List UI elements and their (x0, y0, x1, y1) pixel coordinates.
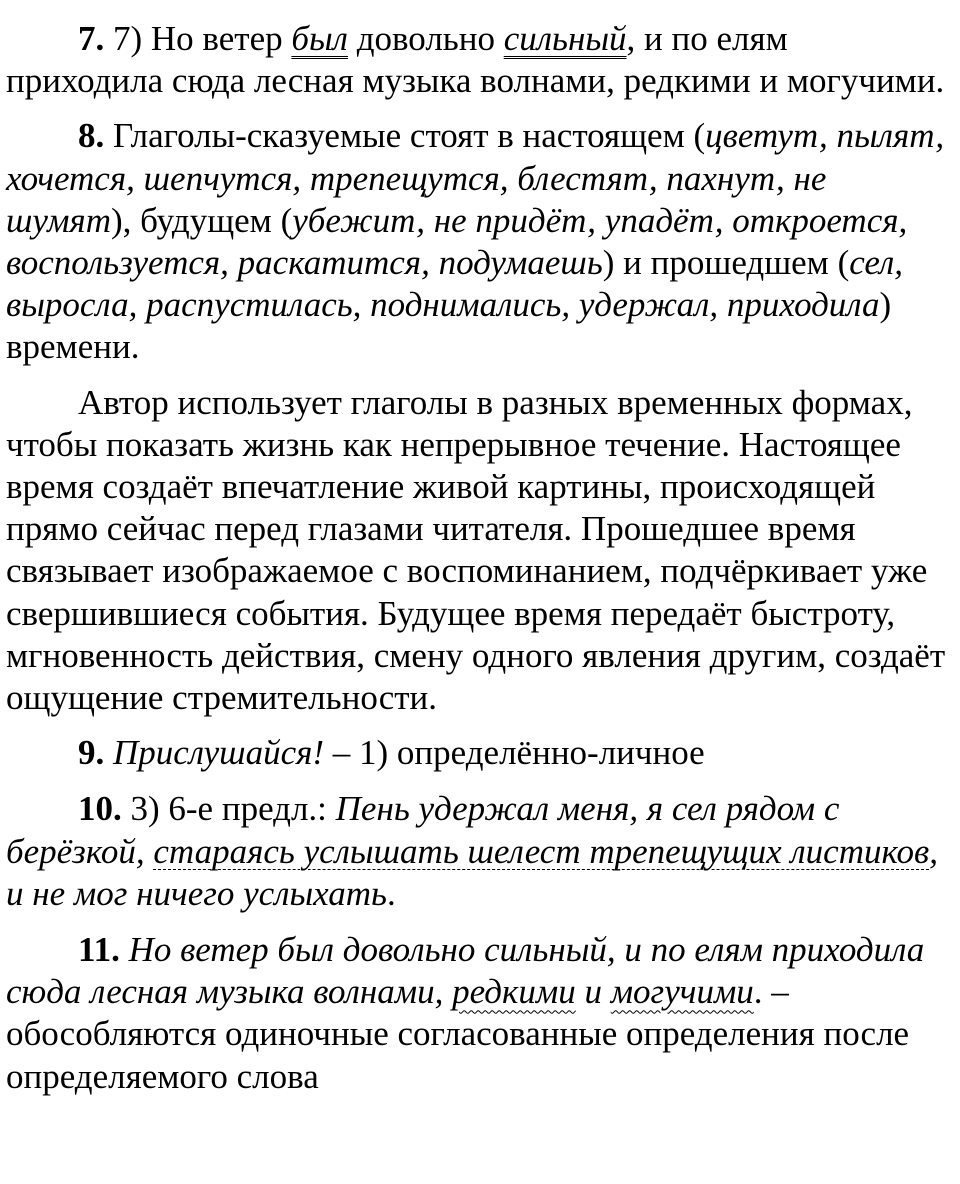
text: Глаголы-сказуемые стоят в настоящем ( (104, 116, 706, 156)
text (104, 733, 113, 772)
text: довольно (347, 19, 504, 58)
text: – 1) определённо-личное (324, 733, 705, 773)
past-tense-verbs: сел, выросла, распустилась, поднимались, удержал, приходила (6, 243, 903, 325)
item-number: 7. (78, 19, 105, 58)
item-number: 10. (78, 789, 122, 829)
text: – обособляются одиночные согласованные определения после определяемого слова (6, 972, 910, 1096)
quoted-sentence: Но ветер был довольно сильный, и по елям приходила сюда лесная музыка волнами, (6, 930, 925, 1012)
answer-8 (6, 115, 952, 368)
text: 3) 6-е предл.: (121, 789, 336, 829)
definition-2: могучими (610, 972, 754, 1012)
answer-10 (6, 788, 952, 915)
predicate-part-1: был (291, 19, 348, 58)
document-page (6, 18, 952, 1111)
item-number: 8. (78, 116, 105, 156)
answer-9 (6, 732, 952, 774)
text (120, 930, 129, 969)
quoted-sentence: Прислушайся! (113, 733, 325, 773)
answer-7 (6, 18, 952, 102)
answer-11 (6, 929, 952, 1098)
text: ) и прошедшем ( (602, 243, 850, 283)
quoted-sentence: Пень удержал меня, я сел рядом с берёзкой, (6, 789, 840, 871)
text: . (753, 972, 763, 1012)
text: , и по елям приходила сюда лесная музыка волнами, редкими и могучими. (6, 19, 945, 101)
predicate-part-2: сильный (503, 19, 627, 58)
author-paragraph: Автор использует глаголы в разных временных формах, чтобы показать жизнь как непрерывное течение. Настоящее время создаёт впечатление живой картины, происходящей прямо сейчас перед глазами читателя. Прошедшее время связывает изображаемое с воспоминанием, подчёркивает уже свершившиеся события. Будущее время передаёт быстроту, мгновенность действия, смену одного явления другим, создаёт ощущение стремительности. (6, 382, 946, 718)
adverbial-participle-phrase: стараясь услышать шелест трепещущих листиков (153, 831, 930, 871)
quoted-sentence: , и не мог ничего услыхать (6, 831, 938, 913)
item-number: 9. (78, 733, 105, 773)
text: и (575, 972, 611, 1012)
text: ) времени. (6, 285, 892, 367)
definition-1: редкими (452, 972, 576, 1012)
future-tense-verbs: убежит, не придёт, упадёт, откроется, воспользуется, раскатится, подумаешь (6, 200, 908, 283)
text: 7) Но ветер (104, 19, 292, 58)
text: . (386, 873, 396, 913)
present-tense-verbs: цветут, пылят, хочется, шепчутся, трепещутся, блестят, пахнут, не шумят (6, 116, 945, 240)
item-number: 11. (78, 930, 120, 970)
text: ), будущем ( (110, 200, 293, 240)
